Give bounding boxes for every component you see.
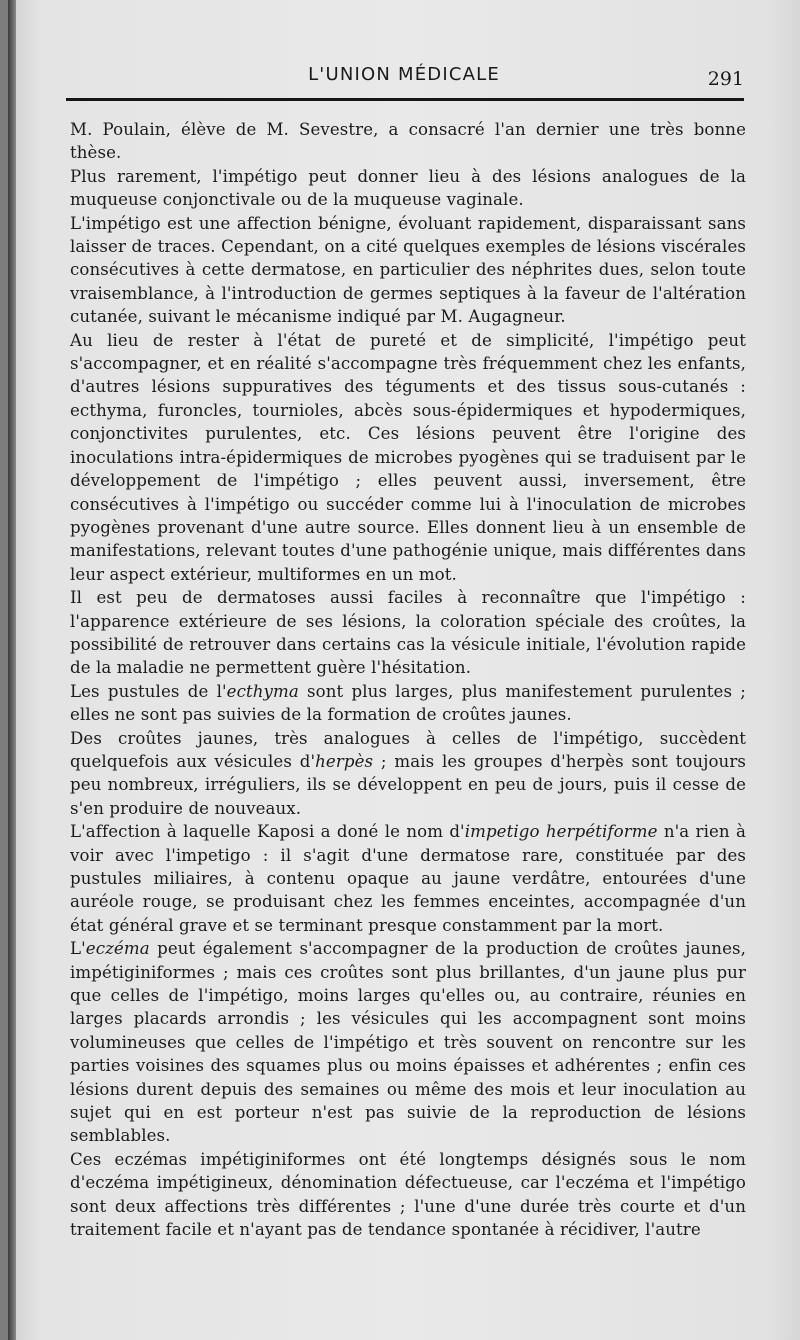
text-run: ; mais les groupes d'herpès sont toujours peu nombreux, irréguliers, ils se développent en peu de jours, puis il cesse de s'en produire de nouveaux.	[70, 751, 746, 818]
italic-term: ecthyma	[226, 681, 299, 701]
page-header	[62, 56, 746, 96]
text-run: Plus rarement, l'impétigo peut donner lieu à des lésions analogues de la muqueuse conjonctivale ou de la muqueuse vaginale.	[70, 166, 746, 210]
paragraph	[70, 820, 746, 937]
page	[8, 0, 800, 1340]
paragraph	[70, 680, 746, 727]
italic-term: impetigo herpétiforme	[464, 822, 658, 842]
text-run: Ces eczémas impétiginiformes ont été longtemps désignés sous le nom d'eczéma impétigineux, dénomination défectueuse, car l'eczéma et l'impétigo sont deux affections très différentes ; l'une d'une durée très courte et d'un traitement facile et n'ayant pas de tendance spontanée à récidiver, l'autre	[70, 1149, 746, 1240]
paragraph	[70, 937, 746, 1148]
text-run: n'a rien à voir avec l'impetigo : il s'agit d'une dermatose rare, constituée par des pustules miliaires, à contenu opaque au jaune verdâtre, entourées d'une auréole rouge, se produisant chez les femmes enceintes, accompagnée d'un état général grave et se terminant presque constamment par la mort.	[70, 822, 746, 935]
text-run: M. Poulain, élève de M. Sevestre, a consacré l'an dernier une très bonne thèse.	[70, 120, 746, 163]
paragraph	[70, 1148, 746, 1242]
text-run: Des croûtes jaunes, très analogues à celles de l'impétigo, succèdent quelquefois aux vésicules d'	[70, 728, 746, 771]
running-title: L'UNION MÉDICALE	[308, 64, 500, 85]
text-run: peut également s'accompagner de la production de croûtes jaunes, impétiginiformes ; mais ces croûtes sont plus brillantes, d'un jaune plus pur que celles de l'impétigo, moins larges qu'elles ou, au contraire, réunies en larges placards arrondis ; les vésicules qui les accompagnent sont moins volumineuses que celles de l'impétigo et très souvent on rencontre sur les parties voisines des squames plus ou moins épaisses et adhérentes ; enfin ces lésions durent depuis des semaines ou même des mois et leur inoculation au sujet qui en est porteur n'est pas suivie de la reproduction de lésions semblables.	[70, 939, 746, 1146]
text-run: L'affection à laquelle Kaposi a doné le nom d'	[70, 822, 465, 842]
paragraph	[70, 329, 746, 586]
paragraph	[70, 118, 746, 165]
text-run: L'impétigo est une affection bénigne, évoluant rapidement, disparaissant sans laisser de traces. Cependant, on a cité quelques exemples de lésions viscérales consécutives à cette dermatose, en particulier des néphrites dues, selon toute vraisemblance, à l'introduction de germes septiques à la faveur de l'altération cutanée, suivant le mécanisme indiqué par M. Augagneur.	[70, 213, 746, 327]
italic-term: herpès	[315, 751, 374, 771]
page-number: 291	[707, 68, 744, 90]
italic-term: eczéma	[85, 939, 150, 959]
text-run: Au lieu de rester à l'état de pureté et de simplicité, l'impétigo peut s'accompagner, et en réalité s'accompagne très fréquemment chez les enfants, d'autres lésions suppuratives des téguments et des tissus sous-cutanés : ecthyma, furoncles, tournioles, abcès sous-épidermiques et hypodermiques, conjonctivites purulentes, etc. Ces lésions peuvent être l'origine des inoculations intra-épidermiques de microbes pyogènes qui se traduisent par le développement de l'impétigo ; elles peuvent aussi, inversement, être consécutives à l'impétigo ou succéder comme lui à l'inoculation de microbes pyogènes provenant d'une autre source. Elles donnent lieu à un ensemble de manifestations, relevant toutes d'une pathogénie unique, mais différentes dans leur aspect extérieur, multiformes en un mot.	[70, 330, 746, 584]
header-rule	[66, 98, 744, 101]
text-run: sont plus larges, plus manifestement purulentes ; elles ne sont pas suivies de la formation de croûtes jaunes.	[70, 681, 746, 725]
text-run: Il est peu de dermatoses aussi faciles à reconnaître que l'impétigo : l'apparence extérieure de ses lésions, la coloration spéciale des croûtes, la possibilité de retrouver dans certains cas la vésicule initiale, l'évolution rapide de la maladie ne permettent guère l'hésitation.	[70, 588, 746, 678]
paragraph	[70, 165, 746, 212]
paragraph	[70, 586, 746, 680]
text-run: Les pustules de l'	[70, 681, 227, 701]
article-body	[70, 118, 746, 1242]
paragraph	[70, 212, 746, 329]
paragraph	[70, 727, 746, 821]
text-run: L'	[70, 939, 86, 959]
page-edge	[8, 0, 16, 1340]
